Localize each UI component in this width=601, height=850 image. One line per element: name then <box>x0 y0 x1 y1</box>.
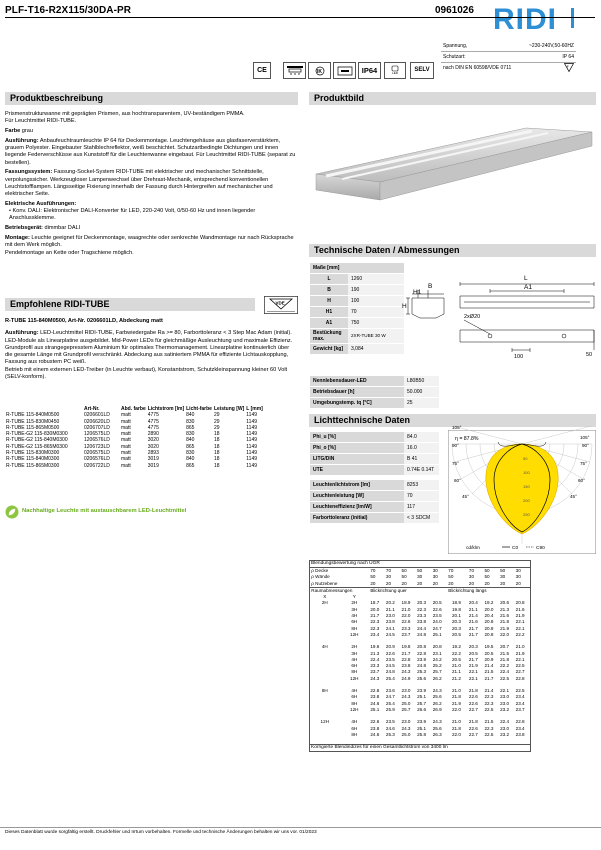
dim-label-h1: H1 <box>413 289 422 296</box>
ugr-table <box>310 568 530 744</box>
polar-unit: cd/klm <box>466 546 480 551</box>
tube-products-table: Art-Nr. Abd. farbe Lichtstrom [lm] Licht-farbe Leistung [W] L [mm] R-TUBE 115-840M0500 0206601LD matt 4775 840 29 1149 R-TUBE 115-830M0450 0206620LD matt 4775 830 29 1149 R-TUBE 115-865M0500 0206707LD matt 4775 865 29 1149 R-TUBE-G2 115-830M0300 1206575LD matt 2890 830 18 1149 R-TUBE-G2 115-840M0300 1206576LD matt 3020 840 18 1149 R-TUBE-G2 115-865M0300 1206723LD matt 3020 865 18 1149 R-TUBE 115-830M0300 0206575LD matt 2893 830 18 1149 R-TUBE 115-840M0300 0206576LD matt 3019 840 18 1149 R-TUBE 115-865M0300 0206722LD matt 3019 865 18 1149 <box>5 406 265 469</box>
ugr-row: 3H 20.0 21.1 21.0 22.3 22.6 19.8 21.1 20.0 21.3 21.6 <box>351 606 525 612</box>
ugr-row: 6H 22.3 23.8 22.6 23.8 24.0 20.3 21.6 20.8 21.8 22.1 <box>351 619 525 625</box>
ugr-row: 6H 23.3 24.5 23.8 24.8 25.2 21.0 21.9 21.4 22.2 22.5 <box>351 663 525 669</box>
section-produktbeschreibung: Produktbeschreibung <box>5 92 298 105</box>
svg-text:250: 250 <box>523 512 530 517</box>
dim-label-hole: 2xØ20 <box>464 314 481 320</box>
spec-voltage: Spannung, ~230-240V,50-60HZ <box>441 41 576 52</box>
header-rule <box>5 17 595 18</box>
ugr-row: 12H 23.4 24.5 23.7 24.8 25.1 20.5 21.7 20.8 22.0 22.2 <box>350 631 525 637</box>
ce-mark-icon: CE <box>253 62 271 79</box>
tube-description: R-TUBE 115-840M0500, Art-Nr. 0206601LD, Abdeckung matt Ausführung: LED-Leuchtmittel RIDI-TUBE, Farbwiedergabe Ra >= 80, Farborttoleranz < 3 Step Mac Adam (initial). LED-Module als Linearplatine ausgebildet. Mid-Power LEDs für gleichmäßige Ausleuchtung und maximale Effizienz. Grundprofil aus strangegepresstem Aluminium für optimales Thermomanagement. Linearplatine kontinuierlich über die gesamte Länge mit Grundprofil verschränkt. Abdeckung aus satiniertem PMMA für effiziente Lichtauskopplung, Fassung aus robustem PC weiß. Betrieb mit einem externen LED-Treiber (in Leuchte verbaut), Konstantstrom, Schutzkleinspannung kleiner 60 Volt (SELV-konform). <box>5 318 297 384</box>
table-row: R-TUBE-G2 115-840M0300 1206576LD matt 3020 840 18 1149 <box>6 437 258 444</box>
ugr-row: 3H 21.3 22.6 21.7 22.8 23.1 22.2 20.5 20.5 21.5 21.9 <box>351 650 525 656</box>
ugr-head-row: ρ Decke 70 70 50 50 30 70 70 50 50 30 <box>311 568 521 573</box>
polar-diagram <box>448 425 596 554</box>
svg-text:100: 100 <box>523 470 530 475</box>
svg-text:VDE: VDE <box>275 300 285 306</box>
ceiling-mount-icon <box>283 62 306 79</box>
svg-text:75°: 75° <box>452 461 459 466</box>
ugr-row: 12H 4H 22.6 23.5 23.0 23.9 24.3 21.0 21.8 21.5 22.4 22.8 <box>320 719 525 725</box>
section-lichttechnische: Lichttechnische Daten <box>309 414 596 427</box>
table-row: R-TUBE 115-840M0500 0206601LD matt 4775 840 29 1149 <box>6 412 258 419</box>
svg-text:50: 50 <box>523 456 528 461</box>
sustainable-note: Nachhaltige Leuchte mit austauschbarem LED-Leuchtmittel <box>5 505 186 519</box>
svg-text:45°: 45° <box>570 494 577 499</box>
dim-label-h: H <box>402 303 407 310</box>
ugr-note: Korrigierte Blendindizes für einen Gesamtlichtstrom von 3400 lm <box>310 744 530 751</box>
svg-text:90°: 90° <box>582 443 589 448</box>
table-row: R-TUBE 115-830M0300 0206575LD matt 2893 830 18 1149 <box>6 450 258 457</box>
ugr-row: 8H 24.6 25.4 25.0 25.7 26.2 21.9 22.6 22.3 23.0 23.4 <box>351 700 525 706</box>
svg-text:200: 200 <box>523 498 530 503</box>
polar-legend-c90: C90 <box>536 546 545 551</box>
svg-text:60°: 60° <box>578 478 585 483</box>
section-produktbild: Produktbild <box>309 92 596 105</box>
light-data-table: Phi_u [%] 84.0 Phi_o [%] 16.0 LITG/DIN B 41 UTE 0.74E 0.14T Leuchtenlichtstrom [lm] 8253 Leuchtenleistung [W] 70 Leuchteneffizienz [lm/W] 117 Farborttoleranz (initial) < 3 SDCM <box>310 432 439 524</box>
dimensions-table: Maße [mm] L 1260 B 190 H 100 H1 70 A1 750 Bestückung max. 2XR-TUBE 30 W Gewicht [kg] 3,084 <box>310 263 404 355</box>
dim-label-50: 50 <box>586 352 593 358</box>
selv-icon: SELV <box>410 62 434 79</box>
article-number: 0961026 <box>435 5 474 16</box>
dim-label-b: B <box>428 283 433 290</box>
dim-label-a1: A1 <box>524 284 532 291</box>
ugr-row: 4H 22.4 23.5 22.8 23.9 24.2 20.5 21.7 20.9 21.8 22.1 <box>351 656 525 662</box>
impact-resistance-icon <box>308 62 331 79</box>
ugr-table-wrapper <box>309 560 531 752</box>
table-row: R-TUBE 115-840M0300 0206576LD matt 3019 840 18 1149 <box>6 456 258 463</box>
svg-text:150: 150 <box>523 484 530 489</box>
svg-text:90°: 90° <box>452 443 459 448</box>
technical-drawing <box>404 260 598 360</box>
ugr-row: 4H 2H 19.6 20.9 19.8 20.8 20.8 19.2 20.3 19.5 20.7 21.0 <box>321 644 525 650</box>
leaf-icon <box>5 505 19 519</box>
vde-mark-icon <box>264 296 298 314</box>
svg-text:RIDI: RIDI <box>493 3 557 36</box>
ugr-title: Blendungsbewertung nach UGR <box>310 561 530 568</box>
svg-text:F: F <box>566 65 569 69</box>
ugr-row: 4H 21.7 23.0 22.0 23.3 23.5 20.1 21.4 20.4 21.6 21.9 <box>351 613 525 619</box>
led-icon: LED <box>384 62 406 79</box>
ugr-row: 6H 23.8 24.6 24.3 25.1 25.6 21.8 22.6 22.3 23.0 23.4 <box>351 725 525 731</box>
ugr-head-row: Raumabmessungen Blickrichtung quer Blickrichtung längs <box>310 587 530 594</box>
tube-subtitle: R-TUBE 115-840M0500, Art-Nr. 0206601LD, Abdeckung matt <box>5 318 163 324</box>
table-row: R-TUBE 115-830M0450 0206620LD matt 4775 830 29 1149 <box>6 418 258 425</box>
spec-standard: nach DIN EN 60598/VDE 0711 F <box>441 63 576 74</box>
footer-disclaimer: Dieses Datenblatt wurde sorgfältig erstellt. Druckfehler und Irrtum vorbehalten. Formelle und technische Änderungen behalten wir uns vor. 01/2023 <box>0 827 601 838</box>
operating-table: Nennlebensdauer-LED L80B50 Betriebsdauer [h] 50.000 Umgebungstemp. tq [°C] 25 <box>310 376 439 409</box>
svg-text:105°: 105° <box>580 435 590 440</box>
ugr-head-row: ρ Wände 50 30 50 30 30 50 30 50 30 30 <box>311 574 521 580</box>
product-image <box>312 118 596 210</box>
ugr-row: 8H 24.6 25.3 25.0 25.8 26.3 22.0 22.7 22.5 23.2 23.8 <box>351 731 525 737</box>
ugr-row: 8H 23.7 24.8 24.3 25.3 25.7 21.1 22.1 21.5 22.4 22.7 <box>351 669 525 675</box>
svg-text:75°: 75° <box>580 461 587 466</box>
table-row: R-TUBE 115-865M0500 0206707LD matt 4775 865 29 1149 <box>6 424 258 431</box>
dim-label-100: 100 <box>514 354 524 360</box>
polar-eta: η = 87.8% <box>455 436 479 442</box>
section-technische-daten: Technische Daten / Abmessungen <box>309 244 596 257</box>
product-description: Prismenstrukturwanne mit geprägten Prismen, aus hochtransparentem, UV-beständigem PMMA. Für Leuchtmittel RIDI-TUBE. Farbe grau Ausführung: Anbaufeuchtraumleuchte IP 64 für Deckenmontage. Leuchtengehäuse aus glasfaserverstärktem, grauem Polyester. Eingebauter Stahlblechreflektor, weiß beschichtet. Schutzartbedingte Dichtungen und innen liegende Federverschlüsse aus Kunststoff für die Leuchtenwanne eingebaut. Für Leuchtmittel RIDI-TUBE (separat zu bestellen). Fassungssystem: Fassung-Sockel-System RIDI-TUBE mit elektrischer und mechanischer Schnittstelle, verpolungssicher. Werkzeugloser Lampenwechsel über Drehrast-Mechanik, entsprechend konventionellen Leuchtstofflampen. Längsseitige Fixierung innerhalb der Fassung durch Hintergreifen auf mechanischer und elektrischer Seite. Elektrische Ausführungen: • Konv. DALI: Elektronischer DALI-Konverter für LED, 220-240 Volt, 0/50-60 Hz und innen liegender Anschlussklemme. Betriebsgerät: dimmbar DALI Montage: Leuchte geeignet für Deckenmontage, waagrechte oder senkrechte Wandmontage nur nach Rücksprache mit dem Werk möglich. Pendelmontage an Kette oder Tragschiene möglich. <box>5 111 296 256</box>
polar-legend-c0: C0 <box>512 546 519 551</box>
table-row: R-TUBE-G2 115-830M0300 1206575LD matt 2890 830 18 1149 <box>6 431 258 438</box>
table-row: R-TUBE 115-865M0300 0206722LD matt 3019 865 18 1149 <box>6 462 258 469</box>
dim-label-l: L <box>524 275 528 282</box>
ugr-row: 8H 22.3 24.1 23.3 24.4 24.7 20.3 21.7 20.8 21.9 22.1 <box>351 625 525 631</box>
triangle-mark-icon <box>564 63 574 72</box>
svg-text:105°: 105° <box>452 425 462 430</box>
ugr-head-row: ρ Nutzebene 20 20 20 20 20 20 20 20 20 20 <box>311 580 521 586</box>
svg-text:45°: 45° <box>462 494 469 499</box>
ugr-head-row: X Y <box>323 594 356 600</box>
spec-protection: Schutzart: IP 64 <box>441 52 576 63</box>
ugr-row: 12H 25.1 25.9 25.7 26.6 26.9 22.0 22.7 22.5 23.2 23.7 <box>350 706 525 712</box>
ugr-row: 8H 4H 22.8 23.6 23.0 23.9 24.3 21.0 21.8 21.4 22.1 22.5 <box>321 688 525 694</box>
wall-mount-icon <box>333 62 356 79</box>
ugr-row: 2H 2H 18.7 20.2 18.9 20.3 20.5 18.9 20.4 19.2 20.6 20.8 <box>321 600 525 606</box>
product-title: PLF-T16-R2X115/30DA-PR <box>5 5 132 16</box>
ugr-row: 6H 23.8 24.7 24.3 25.1 25.6 21.8 22.6 22.3 23.0 23.4 <box>351 694 525 700</box>
spec-box <box>441 41 576 74</box>
section-empfohlene: Empfohlene RIDI-TUBE <box>5 298 255 311</box>
svg-text:60°: 60° <box>454 478 461 483</box>
ip64-icon: IP64 <box>358 62 381 79</box>
ugr-row: 12H 24.3 25.4 24.9 25.6 26.2 21.2 22.1 21.7 22.5 22.8 <box>350 675 525 681</box>
svg-text:IK: IK <box>316 68 322 75</box>
table-row: R-TUBE-G2 115-865M0300 1206723LD matt 3020 865 18 1149 <box>6 443 258 450</box>
